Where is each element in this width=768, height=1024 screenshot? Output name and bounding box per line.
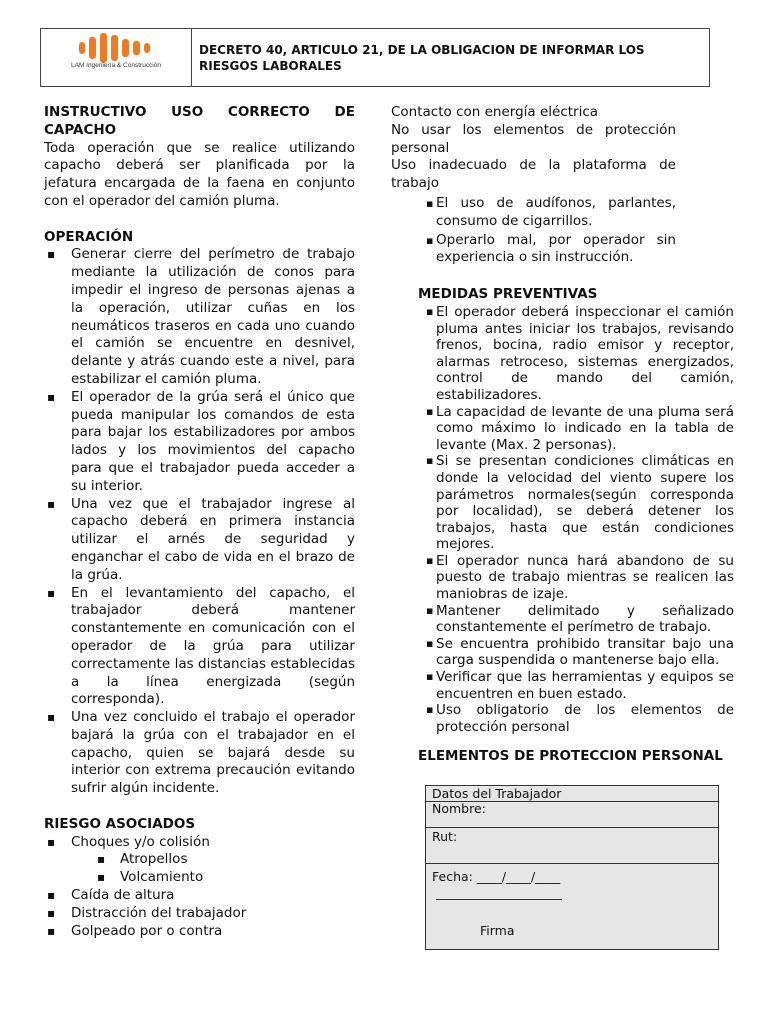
document-header <box>40 28 710 87</box>
list-item: ▪ La capacidad de levante de una pluma será como máximo lo indicado en la tabla de levante (Max. 2 personas). <box>391 404 734 454</box>
riesgos-list <box>44 834 355 941</box>
list-item: ▪ El uso de audífonos, parlantes, consumo de cigarrillos. <box>391 195 676 231</box>
sub-list-item: ▪ Volcamiento <box>44 869 355 887</box>
form-title: Datos del Trabajador <box>432 786 562 801</box>
list-item: ▪ Choques y/o colisión <box>44 834 355 852</box>
list-item: ▪ Caída de altura <box>44 887 355 905</box>
list-item: ▪ En el levantamiento del capacho, el trabajador deberá mantener constantemente en comunicación con el operador de la grúa para utilizar correctamente las distancias establecidas a la línea energizada (según corresponda). <box>44 585 355 710</box>
worker-data-form <box>425 785 719 950</box>
risk-bullets <box>391 195 676 267</box>
medidas-list <box>391 304 734 735</box>
document-title: DECRETO 40, ARTICULO 21, DE LA OBLIGACION DE INFORMAR LOS RIESGOS LABORALES <box>199 43 645 73</box>
rut-field[interactable] <box>426 827 718 863</box>
heading-operacion: OPERACIÓN <box>44 228 134 245</box>
left-column <box>44 104 355 940</box>
sub-list-item: ▪ Atropellos <box>44 851 355 869</box>
list-item: ▪ Una vez concluido el trabajo el operador bajará la grúa con el trabajador en el capacho, quien se bajará desde su interior con extrema precaución evitando sufrir algún incidente. <box>44 709 355 798</box>
list-item: ▪ Generar cierre del perímetro de trabajo mediante la utilización de conos para impedir el ingreso de personas ajenas a la operación, utilizar cuñas en los neumáticos traseros en cada uno cuando el camión se encuentre en desnivel, delante y atrás cuando este a nivel, para estabilizar el camión pluma. <box>44 246 355 388</box>
name-field[interactable] <box>426 801 718 827</box>
heading-epp: ELEMENTOS DE PROTECCION PERSONAL <box>418 748 723 765</box>
list-item: ▪ Si se presentan condiciones climáticas en donde la velocidad del viento supere los parámetros normales(según corresponda por localidad), se deberá detener los trabajos, hasta que están condiciones mejores. <box>391 453 734 553</box>
list-item: ▪ Distracción del trabajador <box>44 905 355 923</box>
list-item: ▪ El operador deberá inspeccionar el camión pluma antes iniciar los trabajos, revisando frenos, bocina, radio emisor y receptor, alarmas retroceso, sistemas energizados, control de mando del camión, estabilizadores. <box>391 304 734 404</box>
list-item: ▪ Operarlo mal, por operador sin experiencia o sin instrucción. <box>391 232 676 268</box>
signature-section <box>426 863 718 949</box>
rut-label: Rut: <box>432 829 458 844</box>
heading-instructivo: INSTRUCTIVO USO CORRECTO DE CAPACHO <box>44 104 355 138</box>
intro-paragraph: Toda operación que se realice utilizando capacho deberá ser planificada por la jefatura encargada de la faena en conjunto con el operador del camión pluma. <box>44 139 355 209</box>
list-item: ▪ Golpeado por o contra <box>44 923 355 941</box>
list-item: ▪ Mantener delimitado y señalizado constantemente el perímetro de trabajo. <box>391 603 734 636</box>
name-label: Nombre: <box>432 801 486 816</box>
list-item: ▪ El operador nunca hará abandono de su puesto de trabajo mientras se realicen las maniobras de izaje. <box>391 553 734 603</box>
logo <box>41 29 192 86</box>
list-item: ▪ Se encuentra prohibido transitar bajo una carga suspendida o mantenerse bajo ella. <box>391 636 734 669</box>
heading-riesgos: RIESGO ASOCIADOS <box>44 815 196 832</box>
list-item: ▪ Una vez que el trabajador ingrese al capacho deberá en primera instancia utilizar el arnés de seguridad y enganchar el cabo de vida en el brazo de la grúa. <box>44 496 355 585</box>
list-item: ▪ Verificar que las herramientas y equipos se encuentren en buen estado. <box>391 669 734 702</box>
risk-line: Uso inadecuado de la plataforma de trabajo <box>391 157 676 192</box>
list-item: ▪ El operador de la grúa será el único que pueda manipular los comandos de esta para bajar los estabilizadores por ambos lados y los movimientos del capacho para que el trabajador pueda acceder a su interior. <box>44 389 355 496</box>
right-column <box>391 104 734 766</box>
risk-line: No usar los elementos de protección personal <box>391 121 676 156</box>
signature-label: Firma <box>480 923 515 938</box>
signature-line[interactable] <box>436 899 562 900</box>
date-field[interactable]: Fecha: ____/____/____ <box>432 869 561 884</box>
operacion-list <box>44 246 355 798</box>
heading-medidas: MEDIDAS PREVENTIVAS <box>418 286 598 303</box>
risk-line: Contacto con energía eléctrica <box>391 104 599 120</box>
logo-mark-icon <box>77 32 167 64</box>
logo-text: LAM Ingeniería & Construcción <box>71 62 161 69</box>
list-item: ▪ Uso obligatorio de los elementos de protección personal <box>391 702 734 735</box>
